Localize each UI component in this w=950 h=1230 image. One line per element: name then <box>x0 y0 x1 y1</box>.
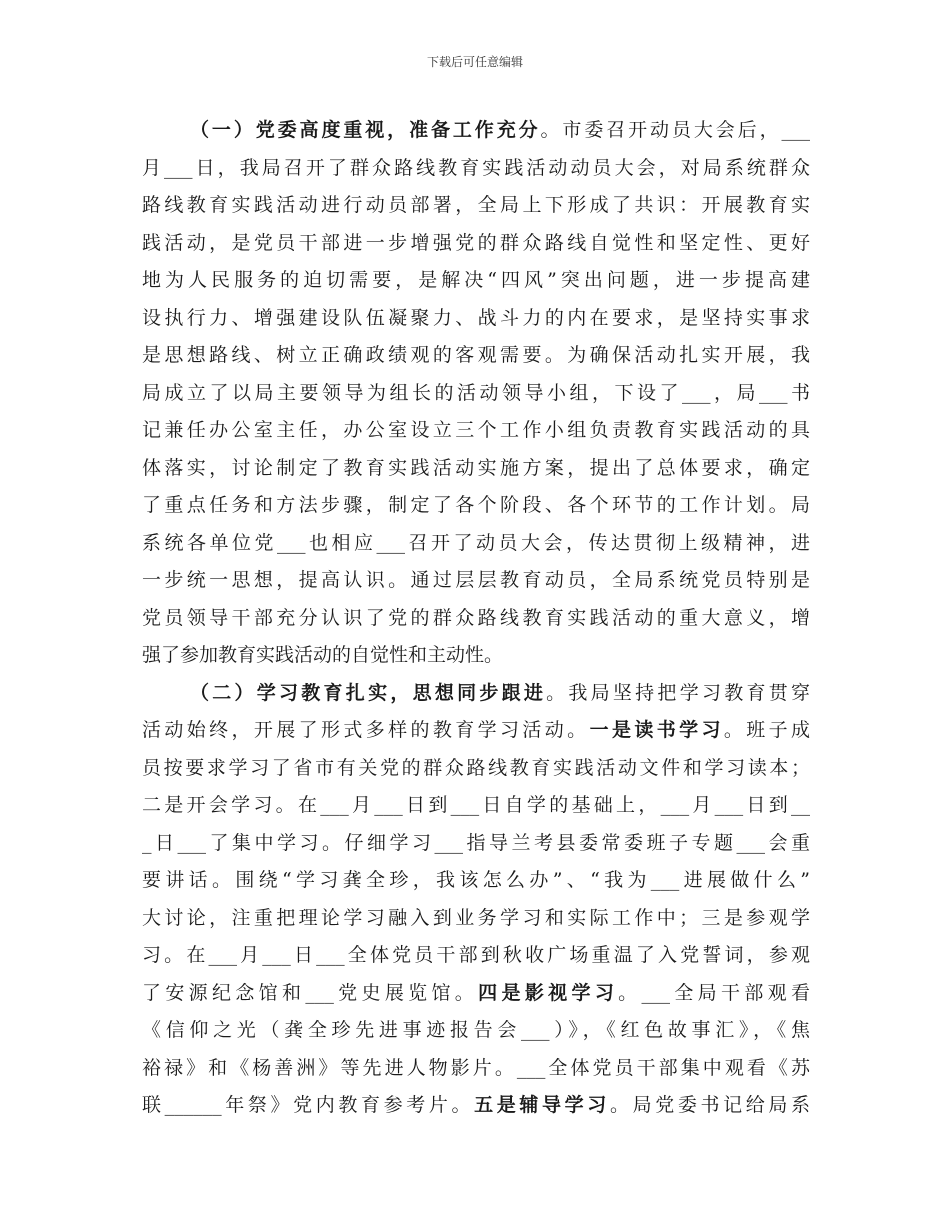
text-run: 。我局坚持把学习教育贯穿 <box>546 681 810 704</box>
text-line <box>142 975 810 1013</box>
text-line <box>142 1012 810 1050</box>
text-line <box>142 412 810 450</box>
text-run: 了安源纪念馆和___党史展览馆。 <box>142 981 479 1004</box>
text-line <box>142 712 810 750</box>
text-line <box>142 900 810 938</box>
text-run: 。局党委书记给局系 <box>609 1094 810 1116</box>
text-run: 。___全局干部观看 <box>618 981 810 1004</box>
text-run: 月___日，我局召开了群众路线教育实践活动动员大会，对局系统群众 <box>142 156 810 179</box>
text-line <box>142 487 810 525</box>
text-line <box>142 187 810 225</box>
text-line <box>142 337 810 375</box>
text-line <box>142 1050 810 1088</box>
text-run: 系统各单位党___也相应___召开了动员大会，传达贯彻上级精神，进 <box>142 531 810 554</box>
text-run: 员按要求学习了省市有关党的群众路线教育实践活动文件和学习读本； <box>142 756 810 779</box>
text-run: 了重点任务和方法步骤，制定了各个阶段、各个环节的工作计划。局 <box>142 494 810 516</box>
text-run: 记兼任办公室主任，办公室设立三个工作小组负责教育实践活动的具 <box>142 419 810 441</box>
text-run: 党员领导干部充分认识了党的群众路线教育实践活动的重大意义，增 <box>142 606 810 629</box>
text-line <box>142 825 810 863</box>
text-run: 大讨论，注重把理论学习融入到业务学习和实际工作中；三是参观学 <box>142 906 810 929</box>
text-run: 习。在___月___日___全体党员干部到秋收广场重温了入党誓词，参观 <box>142 944 810 966</box>
text-line <box>142 525 810 563</box>
text-line <box>142 600 810 638</box>
text-line <box>142 750 810 788</box>
text-run: 是思想路线、树立正确政绩观的客观需要。为确保活动扎实开展，我 <box>142 344 810 366</box>
document-body <box>142 112 810 1125</box>
bold-text-run: 四是影视学习 <box>478 981 619 1004</box>
text-line <box>142 637 810 675</box>
text-run: 强了参加教育实践活动的自觉性和主动性。 <box>142 644 504 666</box>
bold-text-run: （一）党委高度重视，准备工作充分 <box>190 119 541 141</box>
text-line <box>142 937 810 975</box>
text-line <box>142 562 810 600</box>
bold-text-run: 一是读书学习 <box>589 719 724 741</box>
text-line <box>142 225 810 263</box>
text-run: 局成立了以局主要领导为组长的活动领导小组，下设了___，局___书 <box>142 381 810 404</box>
bold-text-run: 五是辅导学习 <box>474 1094 610 1116</box>
text-run: 。市委召开动员大会后，___ <box>540 119 810 141</box>
text-run: 裕禄》和《杨善洲》等先进人物影片。___全体党员干部集中观看《苏 <box>142 1056 810 1079</box>
text-run: 一步统一思想，提高认识。通过层层教育动员，全局系统党员特别是 <box>142 569 810 591</box>
text-line <box>142 262 810 300</box>
text-line <box>142 675 810 713</box>
text-line <box>142 300 810 338</box>
text-line <box>142 112 810 150</box>
text-line <box>142 862 810 900</box>
text-run: 体落实，讨论制定了教育实践活动实施方案，提出了总体要求，确定 <box>142 456 810 479</box>
text-run: 设执行力、增强建设队伍凝聚力、战斗力的内在要求，是坚持实事求 <box>142 306 810 329</box>
text-run: 。班子成 <box>723 719 810 741</box>
text-run: 《信仰之光（龚全珍先进事迹报告会___）》，《红色故事汇》，《焦 <box>142 1019 810 1041</box>
text-run: 践活动，是党员干部进一步增强党的群众路线自觉性和坚定性、更好 <box>142 231 810 254</box>
text-run: 要讲话。围绕“学习龚全珍，我该怎么办”、“我为___进展做什么” <box>142 869 810 891</box>
text-line <box>142 375 810 413</box>
text-line <box>142 787 810 825</box>
text-run: 联______年祭》党内教育参考片。 <box>142 1094 475 1116</box>
text-run: 活动始终，开展了形式多样的教育学习活动。 <box>142 719 590 741</box>
text-run: 路线教育实践活动进行动员部署，全局上下形成了共识：开展教育实 <box>142 194 810 216</box>
text-line <box>142 1087 810 1125</box>
text-line <box>142 150 810 188</box>
text-run: _日___了集中学习。仔细学习___指导兰考县委常委班子专题___会重 <box>142 831 810 854</box>
bold-text-run: （二）学习教育扎实，思想同步跟进 <box>190 681 547 704</box>
text-run: 地为人民服务的迫切需要，是解决“四风”突出问题，进一步提高建 <box>142 269 810 291</box>
text-line <box>142 450 810 488</box>
text-run: 二是开会学习。在___月___日到___日自学的基础上，___月___日到__ <box>142 794 810 816</box>
page-header: 下载后可任意编辑 <box>426 55 523 69</box>
